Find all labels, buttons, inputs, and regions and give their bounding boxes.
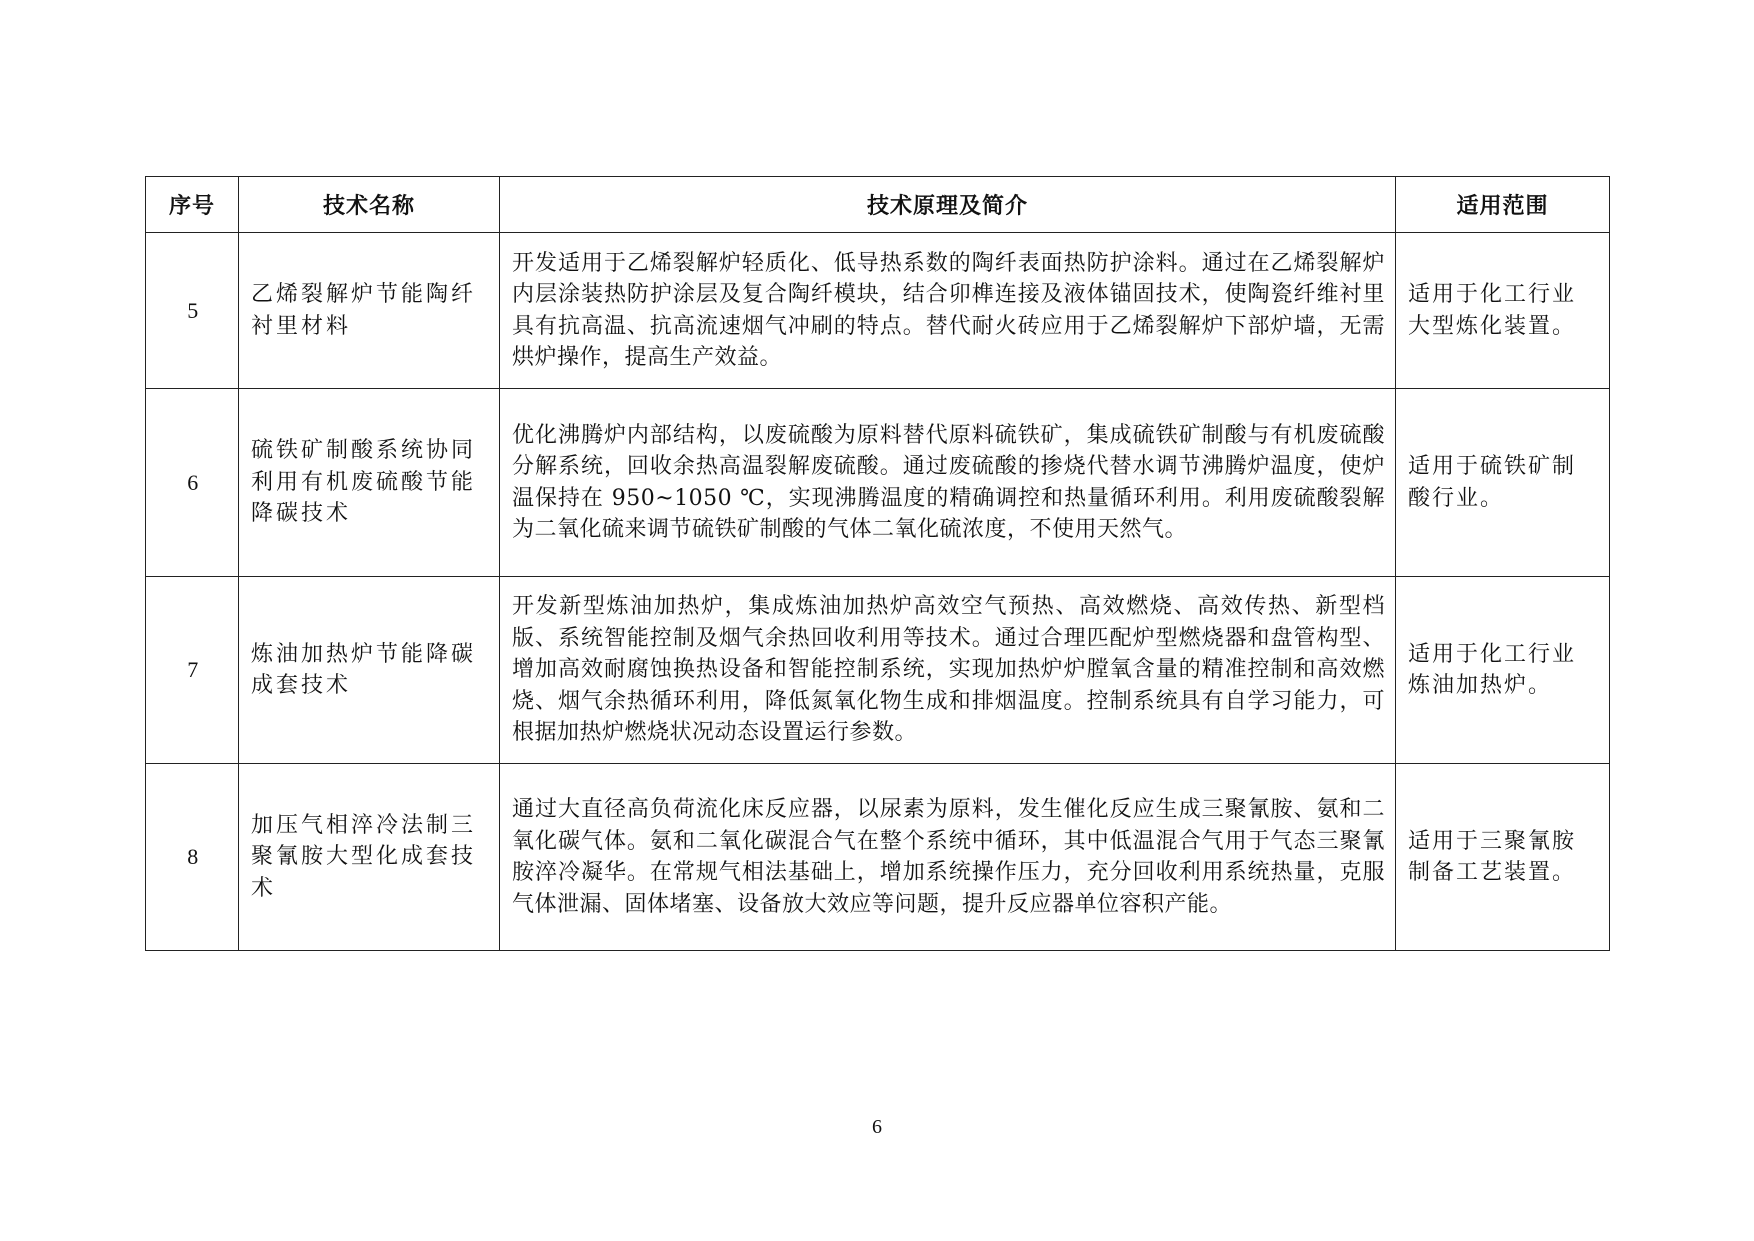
row-seq: 5 bbox=[146, 233, 239, 389]
row-tech-name: 乙烯裂解炉节能陶纤衬里材料 bbox=[239, 233, 500, 389]
row-seq: 8 bbox=[146, 764, 239, 951]
row-scope: 适用于化工行业炼油加热炉。 bbox=[1396, 577, 1610, 764]
table-row bbox=[146, 389, 1610, 577]
page-number: 6 bbox=[872, 1116, 882, 1138]
header-principle: 技术原理及简介 bbox=[500, 177, 1396, 233]
row-principle: 开发适用于乙烯裂解炉轻质化、低导热系数的陶纤表面热防护涂料。通过在乙烯裂解炉内层涂装热防护涂层及复合陶纤模块，结合卯榫连接及液体锚固技术，使陶瓷纤维衬里具有抗高温、抗高流速烟气冲刷的特点。替代耐火砖应用于乙烯裂解炉下部炉墙，无需烘炉操作，提高生产效益。 bbox=[500, 233, 1396, 389]
header-row bbox=[146, 177, 1610, 233]
table-row bbox=[146, 577, 1610, 764]
table-body bbox=[146, 233, 1610, 951]
row-tech-name: 加压气相淬冷法制三聚氰胺大型化成套技术 bbox=[239, 764, 500, 951]
row-scope: 适用于化工行业大型炼化装置。 bbox=[1396, 233, 1610, 389]
row-principle: 优化沸腾炉内部结构，以废硫酸为原料替代原料硫铁矿，集成硫铁矿制酸与有机废硫酸分解系统，回收余热高温裂解废硫酸。通过废硫酸的掺烧代替水调节沸腾炉温度，使炉温保持在 950~1050 ℃，实现沸腾温度的精确调控和热量循环利用。利用废硫酸裂解为二氧化硫来调节硫铁矿制酸的气体二氧化硫浓度，不使用天然气。 bbox=[500, 389, 1396, 577]
row-principle: 开发新型炼油加热炉，集成炼油加热炉高效空气预热、高效燃烧、高效传热、新型档版、系统智能控制及烟气余热回收利用等技术。通过合理匹配炉型燃烧器和盘管构型、增加高效耐腐蚀换热设备和智能控制系统，实现加热炉炉膛氧含量的精准控制和高效燃烧、烟气余热循环利用，降低氮氧化物生成和排烟温度。控制系统具有自学习能力，可根据加热炉燃烧状况动态设置运行参数。 bbox=[500, 577, 1396, 764]
row-seq: 6 bbox=[146, 389, 239, 577]
row-tech-name: 炼油加热炉节能降碳成套技术 bbox=[239, 577, 500, 764]
row-seq: 7 bbox=[146, 577, 239, 764]
row-scope: 适用于硫铁矿制酸行业。 bbox=[1396, 389, 1610, 577]
header-seq: 序号 bbox=[146, 177, 239, 233]
table-header bbox=[146, 177, 1610, 233]
table-row bbox=[146, 764, 1610, 951]
row-principle: 通过大直径高负荷流化床反应器，以尿素为原料，发生催化反应生成三聚氰胺、氨和二氧化碳气体。氨和二氧化碳混合气在整个系统中循环，其中低温混合气用于气态三聚氰胺淬冷凝华。在常规气相法基础上，增加系统操作压力，充分回收利用系统热量，克服气体泄漏、固体堵塞、设备放大效应等问题，提升反应器单位容积产能。 bbox=[500, 764, 1396, 951]
table-row bbox=[146, 233, 1610, 389]
header-name: 技术名称 bbox=[239, 177, 500, 233]
row-scope: 适用于三聚氰胺制备工艺装置。 bbox=[1396, 764, 1610, 951]
row-tech-name: 硫铁矿制酸系统协同利用有机废硫酸节能降碳技术 bbox=[239, 389, 500, 577]
technology-table bbox=[145, 176, 1610, 951]
header-scope: 适用范围 bbox=[1396, 177, 1610, 233]
